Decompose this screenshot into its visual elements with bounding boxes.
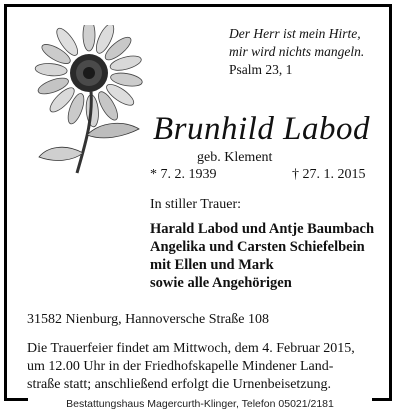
funeral-line: straße statt; anschließend erfolgt die Urnenbeisetzung.	[27, 377, 332, 392]
funeral-home-footer: Bestattungshaus Magercurth-Klinger, Telefon 05021/2181	[28, 398, 372, 410]
mourner-line: mit Ellen und Mark	[150, 257, 274, 273]
death-date: † 27. 1. 2015	[292, 167, 366, 182]
birth-date: * 7. 2. 1939	[150, 167, 217, 182]
funeral-line: Die Trauerfeier findet am Mittwoch, dem 4. Februar 2015,	[27, 341, 355, 356]
deceased-name: Brunhild Labod	[153, 111, 370, 147]
funeral-line: um 12.00 Uhr in der Friedhofskapelle Mindener Land-	[27, 359, 334, 374]
verse-line-2: mir wird nichts mangeln.	[229, 44, 365, 59]
maiden-name: geb. Klement	[197, 150, 273, 165]
sunflower-icon	[27, 25, 165, 175]
verse-line-1: Der Herr ist mein Hirte,	[229, 26, 361, 41]
obituary-notice	[4, 4, 392, 401]
mourner-line: sowie alle Angehörigen	[150, 275, 292, 291]
mourner-line: Angelika und Carsten Schiefelbein	[150, 239, 365, 255]
verse-reference: Psalm 23, 1	[229, 62, 293, 77]
funeral-details	[27, 340, 377, 394]
bible-verse	[229, 25, 389, 79]
mourners-list	[150, 220, 390, 292]
mourners-heading: In stiller Trauer:	[150, 197, 241, 212]
address: 31582 Nienburg, Hannoversche Straße 108	[27, 312, 269, 327]
mourner-line: Harald Labod und Antje Baumbach	[150, 221, 375, 237]
